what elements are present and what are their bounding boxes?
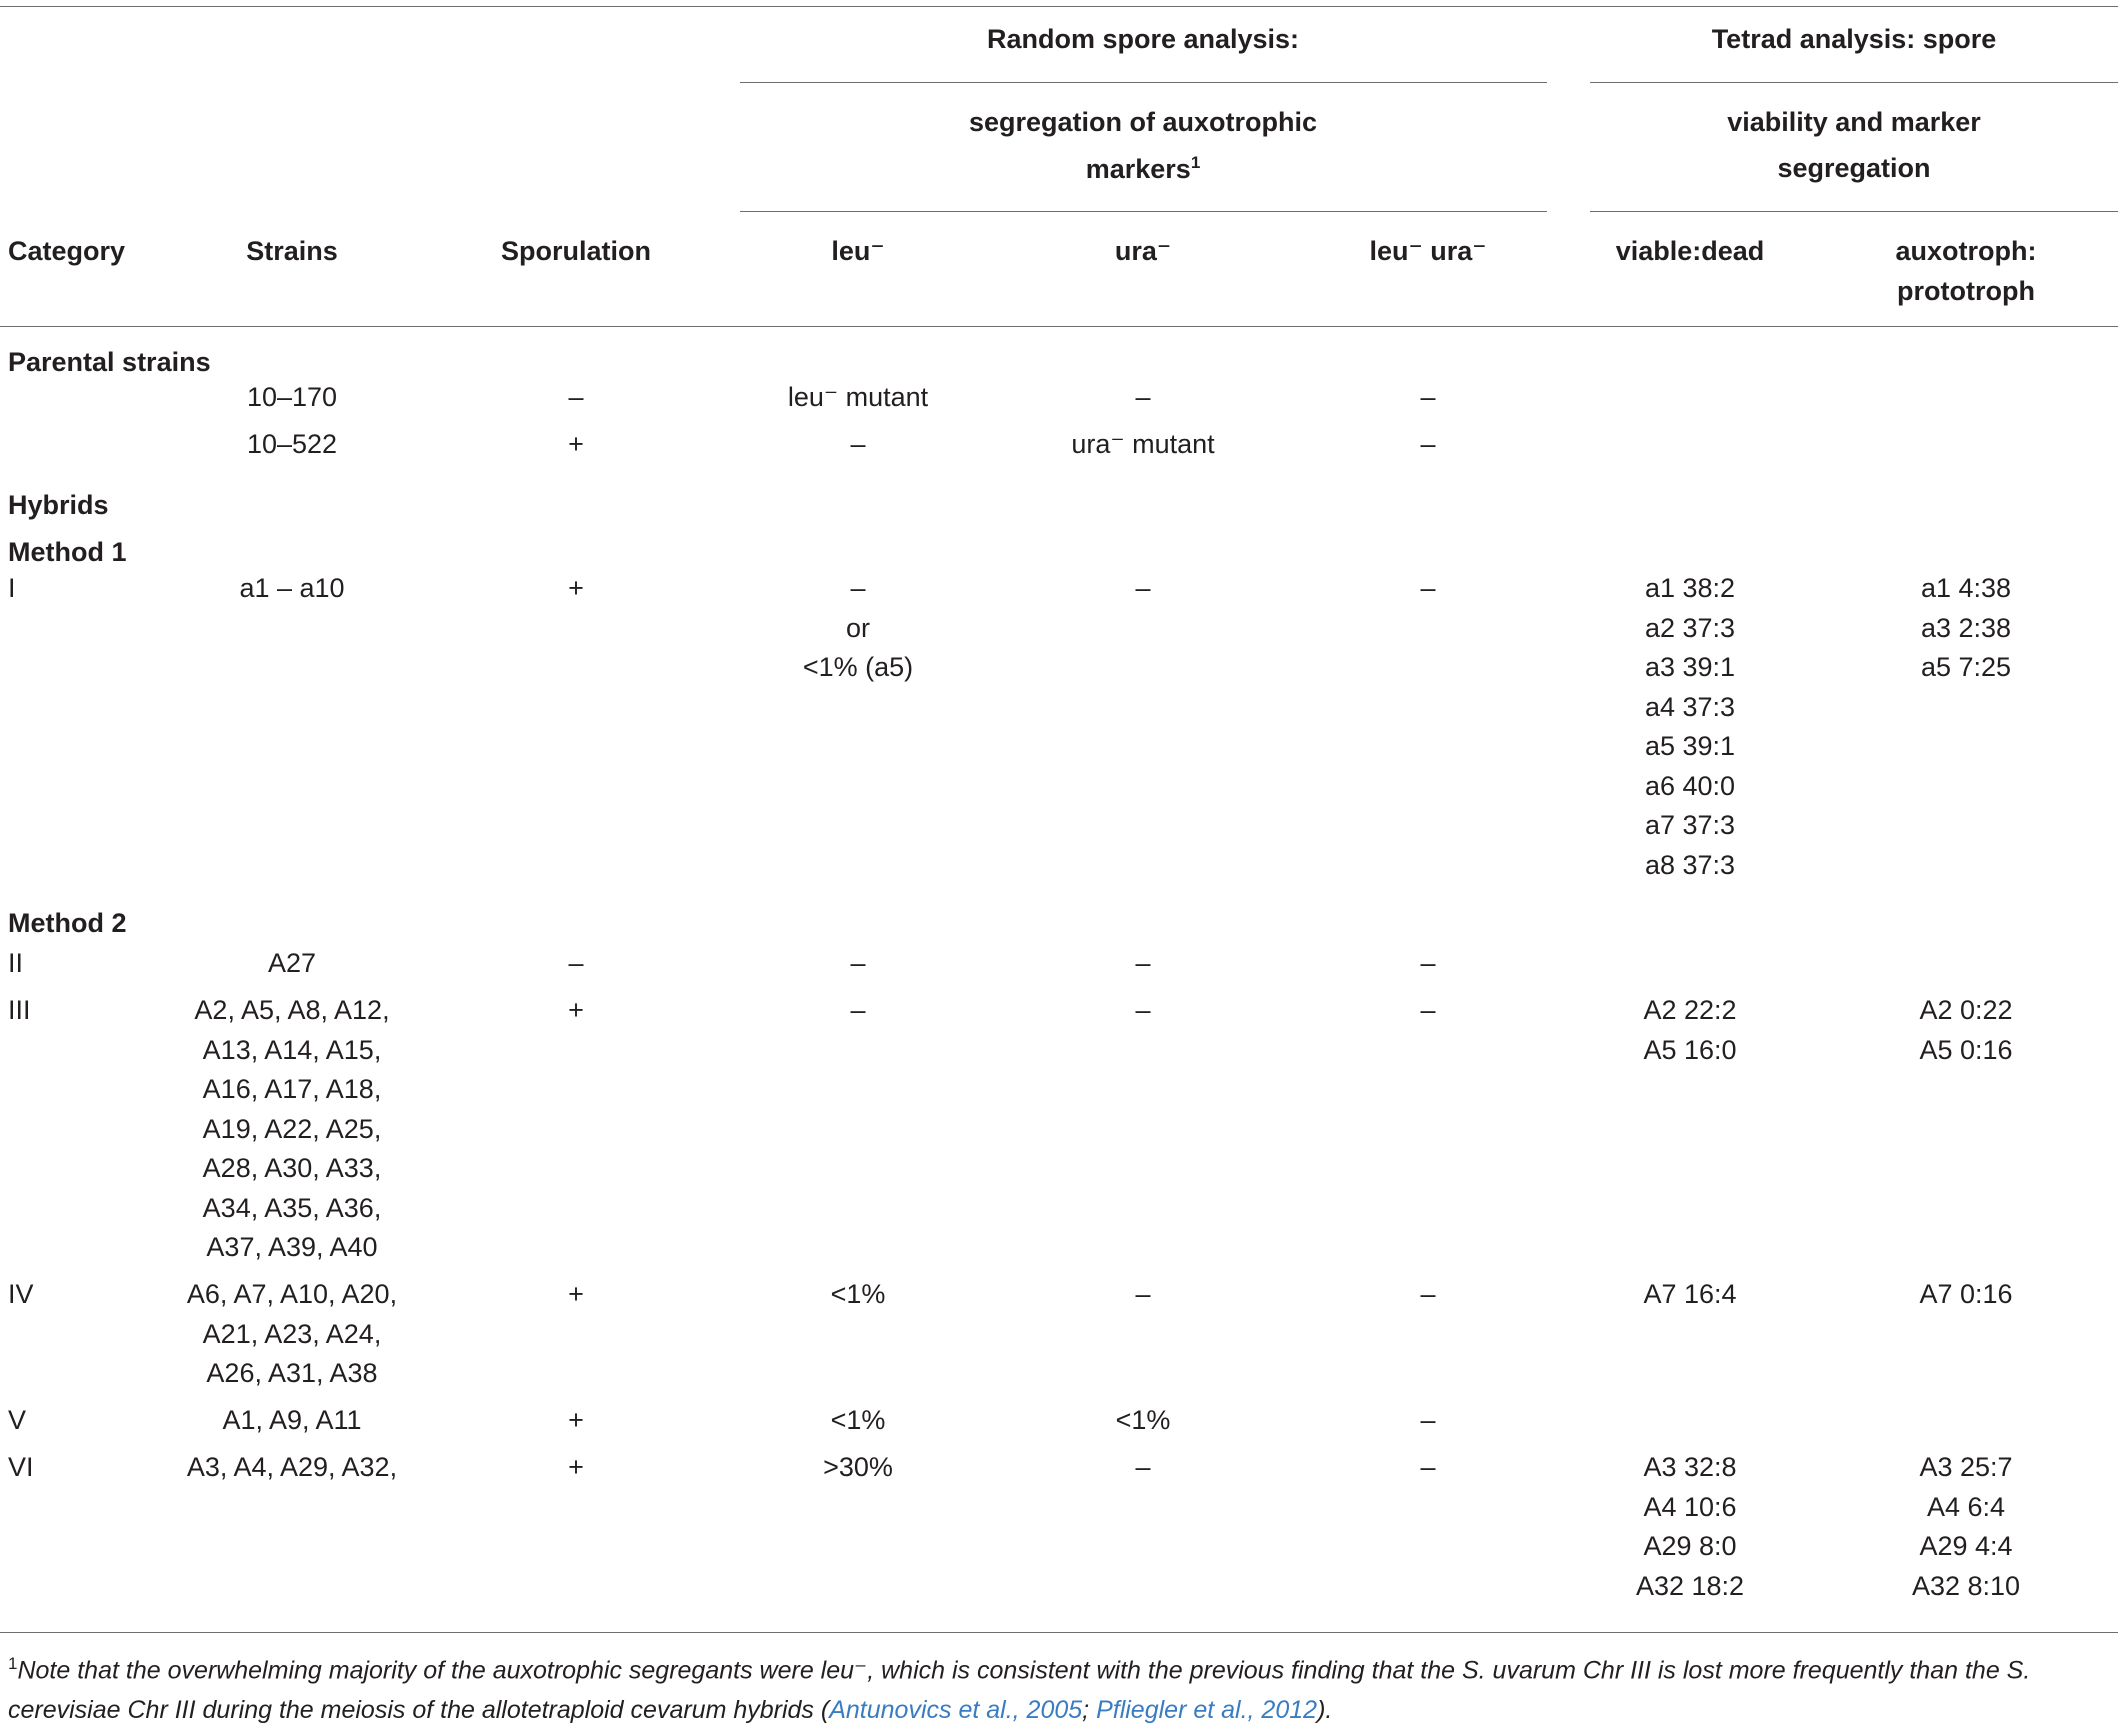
auxotroph-prototroph-cell	[1921, 569, 2011, 688]
auxotroph-prototroph-cell-line: a1 4:38	[1920, 573, 2012, 603]
leu-ura-cell	[1420, 1401, 1435, 1441]
leu-ura-cell-line: –	[1420, 948, 1436, 978]
leu-cell	[831, 1401, 886, 1441]
viable-dead-cell	[1643, 991, 1736, 1070]
sporulation-cell-line: +	[568, 1405, 584, 1435]
viable-dead-cell-line: A3 32:8	[1643, 1452, 1737, 1482]
leu-cell	[823, 1448, 893, 1488]
strains-cell-line: A26, A31, A38	[206, 1358, 378, 1388]
leu-ura-cell	[1420, 425, 1435, 465]
strains-cell	[194, 991, 389, 1268]
auxotroph-prototroph-cell-line: A29 4:4	[1919, 1531, 2013, 1561]
strains-cell-line: A1, A9, A11	[222, 1405, 362, 1435]
leu-cell	[850, 944, 865, 984]
strains-cell-line: A6, A7, A10, A20,	[186, 1279, 398, 1309]
viable-dead-cell-line: A4 10:6	[1643, 1491, 1737, 1522]
random-subtitle-line1: segregation of auxotrophic	[968, 107, 1318, 137]
footnote-end: ).	[1317, 1696, 1333, 1725]
col-strains: Strains	[246, 236, 338, 266]
leu-ura-cell-line: –	[1420, 429, 1436, 459]
leu-ura-cell-line: –	[1420, 995, 1436, 1025]
viable-dead-cell-line: a5 39:1	[1644, 731, 1736, 761]
strains-cell-line: A3, A4, A29, A32,	[186, 1452, 398, 1482]
leu-cell-line: –	[850, 995, 866, 1025]
footnote-marker: 1	[1190, 153, 1201, 172]
viable-dead-cell-line: a6 40:0	[1644, 770, 1736, 801]
viable-dead-cell-line: A5 16:0	[1643, 1034, 1737, 1065]
leu-cell-line: <1%	[830, 1279, 886, 1309]
top-rule	[0, 6, 2118, 7]
sporulation-cell-line: –	[568, 948, 584, 978]
strains-cell	[187, 1448, 397, 1488]
auxotroph-prototroph-cell-line: A3 25:7	[1919, 1452, 2013, 1482]
ura-cell-line: ura⁻ mutant	[1071, 429, 1215, 459]
category-label: V	[8, 1405, 27, 1435]
col-auxotroph-line2: prototroph	[1897, 276, 2035, 306]
auxotroph-prototroph-cell-line: A7 0:16	[1919, 1279, 2013, 1309]
section-parental: Parental strains	[8, 347, 211, 377]
leu-cell	[850, 991, 865, 1031]
leu-cell-line: –	[850, 573, 866, 603]
strains-cell	[247, 425, 337, 465]
leu-ura-cell-line: –	[1420, 573, 1436, 603]
leu-ura-cell	[1420, 378, 1435, 418]
strains-cell-line: A19, A22, A25,	[202, 1113, 382, 1144]
strains-cell	[187, 1275, 397, 1394]
sporulation-cell	[568, 991, 584, 1031]
ura-cell	[1135, 1275, 1150, 1315]
strains-cell	[268, 944, 316, 984]
leu-ura-cell-line: –	[1420, 382, 1436, 412]
ura-cell-line: –	[1135, 995, 1151, 1025]
footnote-separator: ;	[1082, 1696, 1097, 1725]
ura-cell-line: –	[1135, 1452, 1151, 1482]
auxotroph-prototroph-cell	[1919, 1275, 2012, 1315]
strains-cell-line: 10–170	[246, 382, 338, 412]
category-label: II	[8, 948, 24, 978]
ura-cell	[1071, 425, 1214, 465]
leu-ura-cell	[1420, 991, 1435, 1031]
leu-ura-cell	[1420, 944, 1435, 984]
bottom-rule	[0, 1632, 2118, 1633]
viable-dead-cell-line: A7 16:4	[1643, 1279, 1737, 1309]
leu-cell-line: or	[845, 612, 870, 643]
leu-cell	[803, 569, 913, 688]
col-leu-ura: leu⁻ ura⁻	[1369, 236, 1487, 266]
auxotroph-prototroph-cell-line: A2 0:22	[1919, 995, 2013, 1025]
auxotroph-prototroph-cell-line: A5 0:16	[1919, 1034, 2013, 1065]
leu-ura-cell-line: –	[1420, 1279, 1436, 1309]
strains-cell-line: A37, A39, A40	[206, 1232, 378, 1262]
viable-dead-cell-line: A29 8:0	[1643, 1531, 1737, 1561]
viable-dead-cell-line: a2 37:3	[1644, 612, 1736, 643]
strains-cell-line: A2, A5, A8, A12,	[194, 995, 390, 1025]
leu-ura-cell	[1420, 1275, 1435, 1315]
strains-cell-line: A34, A35, A36,	[202, 1192, 382, 1223]
random-header-rule	[740, 82, 1547, 83]
footnote-text: Note that the overwhelming majority of the auxotrophic segregants were leu⁻, which is consistent with the previous finding that the S. uvarum Chr III is lost more frequently than the S. cerevisiae Chr III during the meiosis of the allotetraploid cevarum hybrids (	[8, 1656, 2031, 1725]
leu-cell-line: leu⁻ mutant	[787, 382, 929, 412]
ura-cell	[1135, 944, 1150, 984]
viable-dead-cell-line: a8 37:3	[1644, 849, 1736, 880]
auxotroph-prototroph-cell-line: A32 8:10	[1911, 1570, 2021, 1601]
ura-cell	[1135, 569, 1150, 609]
sporulation-cell-line: –	[568, 382, 584, 412]
section-method2: Method 2	[8, 908, 127, 938]
viable-dead-cell	[1636, 1448, 1744, 1606]
footnote	[8, 1644, 2112, 1730]
ura-cell	[1135, 378, 1150, 418]
leu-cell-line: –	[850, 948, 866, 978]
auxotroph-prototroph-cell-line: a3 2:38	[1920, 612, 2012, 643]
strains-cell-line: A27	[267, 948, 317, 978]
col-viable-dead: viable:dead	[1615, 236, 1765, 266]
leu-cell	[788, 378, 928, 418]
strains-cell-line: A28, A30, A33,	[202, 1153, 382, 1183]
leu-ura-cell	[1420, 1448, 1435, 1488]
reference-link-pfliegler[interactable]: Pfliegler et al., 2012	[1096, 1696, 1318, 1725]
leu-ura-cell-line: –	[1420, 1452, 1436, 1482]
reference-link-antunovics[interactable]: Antunovics et al., 2005	[829, 1696, 1083, 1725]
sporulation-cell-line: +	[568, 1279, 584, 1309]
leu-ura-cell-line: –	[1420, 1405, 1436, 1435]
ura-cell-line: –	[1135, 948, 1151, 978]
viable-dead-cell-line: a7 37:3	[1644, 810, 1736, 840]
ura-cell-line: –	[1135, 1279, 1151, 1309]
strains-cell-line: a1 – a10	[239, 573, 345, 603]
strains-cell-line: 10–522	[246, 429, 338, 459]
footnote-number: 1	[8, 1654, 18, 1673]
auxotroph-prototroph-cell-line: A4 6:4	[1926, 1491, 2006, 1522]
tetrad-subtitle-line1: viability and marker	[1727, 107, 1981, 137]
strains-cell	[222, 1401, 361, 1441]
auxotroph-prototroph-cell	[1912, 1448, 2020, 1606]
strains-cell-line: A21, A23, A24,	[202, 1318, 382, 1349]
col-leu: leu⁻	[831, 236, 885, 266]
leu-cell	[850, 425, 865, 465]
sporulation-cell	[568, 425, 584, 465]
sporulation-cell-line: +	[568, 429, 584, 459]
sporulation-cell	[568, 944, 583, 984]
ura-cell	[1116, 1401, 1171, 1441]
strains-cell	[239, 569, 344, 609]
random-sub-rule	[740, 211, 1547, 212]
viable-dead-cell-line: a4 37:3	[1644, 691, 1736, 722]
sporulation-cell-line: +	[568, 995, 584, 1025]
leu-cell-line: <1%	[830, 1405, 886, 1435]
viable-dead-cell-line: a3 39:1	[1644, 652, 1736, 682]
category-label: IV	[8, 1279, 34, 1309]
col-sporulation: Sporulation	[501, 236, 651, 266]
leu-cell-line: >30%	[823, 1452, 893, 1482]
sporulation-cell-line: +	[568, 573, 584, 603]
col-auxotroph-line1: auxotroph:	[1895, 236, 2037, 266]
leu-ura-cell	[1420, 569, 1435, 609]
category-label: I	[8, 573, 16, 603]
viable-dead-cell-line: A2 22:2	[1643, 995, 1737, 1025]
sporulation-cell	[568, 378, 583, 418]
column-header-rule	[0, 326, 2118, 327]
col-category: Category	[8, 236, 126, 266]
random-subtitle-line2: markers$^1$	[1085, 153, 1201, 184]
sporulation-cell	[568, 569, 584, 609]
ura-cell-line: –	[1135, 382, 1151, 412]
strains-cell-line: A13, A14, A15,	[202, 1034, 382, 1065]
random-spore-title: Random spore analysis:	[986, 24, 1300, 54]
sporulation-cell-line: +	[568, 1452, 584, 1482]
ura-cell	[1135, 1448, 1150, 1488]
tetrad-subtitle-line2: segregation	[1777, 153, 1931, 183]
strains-cell-line: A16, A17, A18,	[202, 1074, 382, 1104]
tetrad-sub-rule	[1590, 211, 2118, 212]
category-label: III	[8, 995, 31, 1025]
leu-cell-line: –	[850, 429, 866, 459]
sporulation-cell	[568, 1448, 584, 1488]
strains-cell	[247, 378, 337, 418]
viable-dead-cell-line: A32 18:2	[1635, 1570, 1745, 1601]
leu-cell-line: <1% (a5)	[802, 652, 914, 682]
viable-dead-cell	[1645, 569, 1735, 885]
tetrad-title: Tetrad analysis: spore	[1711, 24, 1997, 54]
tetrad-header-rule	[1590, 82, 2118, 83]
auxotroph-prototroph-cell	[1919, 991, 2012, 1070]
section-method1: Method 1	[8, 537, 127, 567]
ura-cell-line: <1%	[1115, 1405, 1171, 1435]
leu-cell	[831, 1275, 886, 1315]
viable-dead-cell-line: a1 38:2	[1644, 573, 1736, 603]
ura-cell	[1135, 991, 1150, 1031]
viable-dead-cell	[1643, 1275, 1736, 1315]
category-label: VI	[8, 1452, 34, 1482]
sporulation-cell	[568, 1401, 584, 1441]
col-ura: ura⁻	[1114, 236, 1172, 266]
auxotroph-prototroph-cell-line: a5 7:25	[1920, 652, 2012, 682]
sporulation-cell	[568, 1275, 584, 1315]
ura-cell-line: –	[1135, 573, 1151, 603]
section-hybrids: Hybrids	[8, 490, 109, 520]
